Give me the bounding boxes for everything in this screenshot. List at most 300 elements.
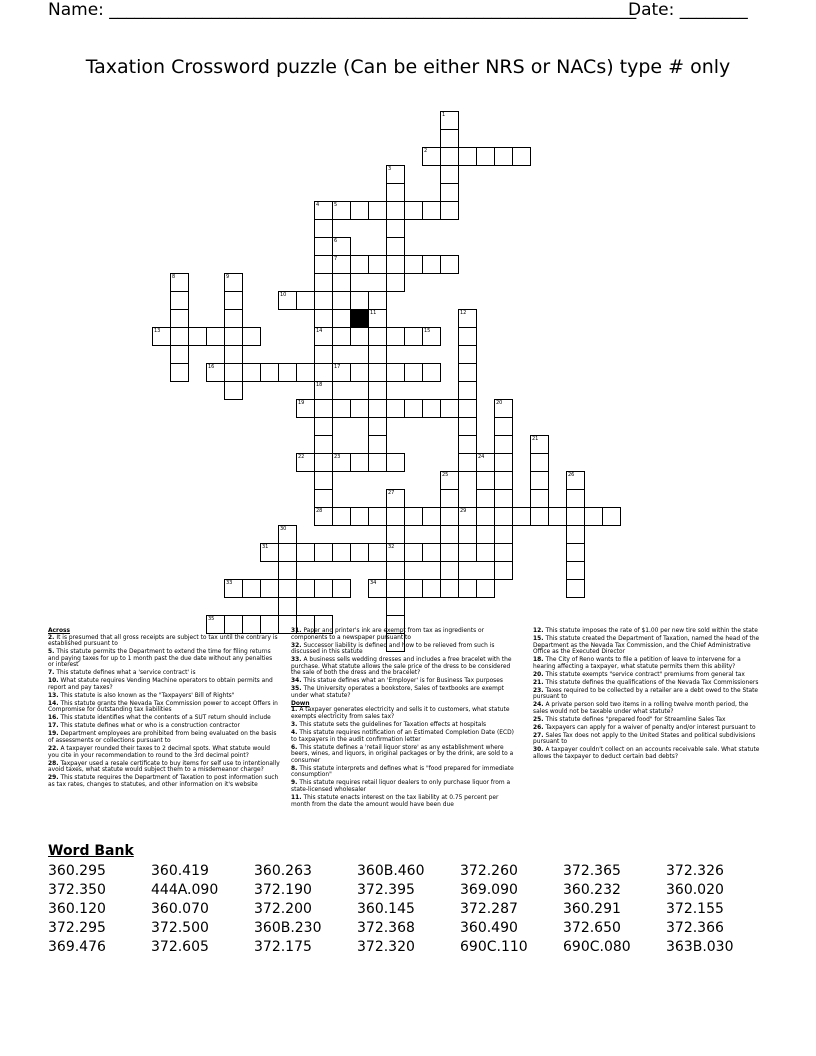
clue-num: 27. [533, 732, 546, 739]
across-clue [48, 701, 280, 714]
answer-square[interactable] [242, 579, 261, 598]
answer-square[interactable] [278, 525, 297, 544]
answer-square[interactable] [314, 237, 333, 256]
blocked-square [350, 309, 369, 328]
clue-num: 35. [291, 686, 304, 693]
answer-square[interactable] [440, 507, 459, 526]
answer-square[interactable] [224, 363, 243, 382]
answer-square[interactable] [206, 363, 225, 382]
answer-square[interactable] [566, 579, 585, 598]
down-clue [533, 636, 765, 656]
down-clue [533, 725, 765, 732]
word-bank-title: Word Bank [48, 843, 134, 859]
answer-square[interactable] [368, 399, 387, 418]
answer-square[interactable] [530, 489, 549, 508]
answer-square[interactable] [386, 219, 405, 238]
answer-square[interactable] [368, 381, 387, 400]
answer-square[interactable] [332, 327, 351, 346]
down-heading: Down [291, 700, 310, 707]
answer-square[interactable] [440, 129, 459, 148]
answer-square[interactable] [224, 579, 243, 598]
answer-square[interactable] [314, 291, 333, 310]
answer-square[interactable] [422, 399, 441, 418]
answer-square[interactable] [386, 255, 405, 274]
answer-square[interactable] [404, 201, 423, 220]
answer-square[interactable] [404, 543, 423, 562]
answer-square[interactable] [566, 489, 585, 508]
answer-square[interactable] [332, 579, 351, 598]
answer-square[interactable] [386, 543, 405, 562]
clue-number: 17 [334, 364, 341, 370]
answer-square[interactable] [494, 417, 513, 436]
answer-square[interactable] [548, 507, 567, 526]
answer-square[interactable] [476, 453, 495, 472]
answer-square[interactable] [386, 201, 405, 220]
clue-num: 1. [291, 707, 300, 714]
word-bank-item: 444A.090 [151, 882, 219, 899]
across-clue [291, 657, 517, 677]
answer-square[interactable] [422, 507, 441, 526]
answer-square[interactable] [386, 183, 405, 202]
answer-square[interactable] [494, 507, 513, 526]
word-bank-item: 372.320 [357, 939, 415, 956]
clue-num: 19. [48, 731, 61, 738]
clue-text: It is presumed that all gross receipts are subject to tax until the contrary is established pursuant to [48, 634, 278, 648]
answer-square[interactable] [512, 507, 531, 526]
answer-square[interactable] [440, 561, 459, 580]
answer-square[interactable] [170, 345, 189, 364]
clue-text: This statute defines "prepared food" for Streamline Sales Tax [545, 716, 726, 723]
date-field[interactable]: Date: ________ [628, 0, 748, 20]
clue-num: 26. [533, 724, 546, 731]
answer-square[interactable] [602, 507, 621, 526]
answer-square[interactable] [512, 147, 531, 166]
answer-square[interactable] [440, 165, 459, 184]
answer-square[interactable] [494, 453, 513, 472]
clue-num: 14. [48, 700, 61, 707]
answer-square[interactable] [566, 561, 585, 580]
answer-square[interactable] [494, 543, 513, 562]
answer-square[interactable] [566, 471, 585, 490]
answer-square[interactable] [170, 273, 189, 292]
answer-square[interactable] [404, 399, 423, 418]
answer-square[interactable] [440, 147, 459, 166]
clue-text: This statute defines what or who is a construction contractor [60, 723, 240, 730]
answer-square[interactable] [368, 255, 387, 274]
answer-square[interactable] [368, 309, 387, 328]
word-bank-item: 360.070 [151, 901, 209, 918]
answer-square[interactable] [494, 399, 513, 418]
clue-text: This statute defines a 'retail liquor store' as any establishment where beers, wines, and liquors, in original packages or by the drink, are sold to a consumer [291, 744, 514, 764]
answer-square[interactable] [404, 507, 423, 526]
answer-square[interactable] [494, 147, 513, 166]
clue-text: Taxpayer used a resale certificate to buy items for self use to intentionally avoid taxes, what statute would subject them to a misdemeanor charge? [48, 760, 280, 774]
answer-square[interactable] [386, 273, 405, 292]
clues-column-2 [291, 628, 517, 810]
clue-number: 24 [478, 454, 485, 460]
clue-text: This statute exempts "service contract" premiums from general tax [545, 671, 745, 678]
clue-number: 1 [442, 112, 446, 118]
answer-square[interactable] [224, 309, 243, 328]
answer-square[interactable] [368, 291, 387, 310]
answer-square[interactable] [350, 453, 369, 472]
answer-square[interactable] [386, 579, 405, 598]
word-bank-item: 360.020 [666, 882, 724, 899]
answer-square[interactable] [314, 219, 333, 238]
answer-square[interactable] [224, 345, 243, 364]
clue-number: 33 [226, 580, 233, 586]
word-bank-item: 372.190 [254, 882, 312, 899]
answer-square[interactable] [296, 543, 315, 562]
answer-square[interactable] [476, 147, 495, 166]
answer-square[interactable] [476, 579, 495, 598]
answer-square[interactable] [314, 579, 333, 598]
answer-square[interactable] [422, 363, 441, 382]
answer-square[interactable] [368, 579, 387, 598]
clue-num: 32. [291, 642, 304, 649]
answer-square[interactable] [350, 327, 369, 346]
answer-square[interactable] [314, 399, 333, 418]
answer-square[interactable] [170, 363, 189, 382]
clue-text: This statute enacts interest on the tax liability at 0.75 percent per month from the date the amount would have been due [291, 794, 499, 808]
clue-num: 30. [533, 747, 546, 754]
answer-square[interactable] [530, 471, 549, 490]
answer-square[interactable] [386, 327, 405, 346]
across-clue [48, 715, 280, 722]
answer-square[interactable] [278, 291, 297, 310]
answer-square[interactable] [494, 561, 513, 580]
answer-square[interactable] [260, 363, 279, 382]
clue-text: This statute defines what a 'service contract' is [56, 670, 196, 677]
word-bank-item: 360.145 [357, 901, 415, 918]
clue-number: 5 [334, 202, 338, 208]
down-clue [533, 717, 765, 724]
clue-num: 9. [291, 780, 300, 787]
answer-square[interactable] [404, 327, 423, 346]
answer-square[interactable] [530, 435, 549, 454]
clue-text: This statute is also known as the "Taxpayers' Bill of Rights" [60, 692, 235, 699]
answer-square[interactable] [476, 525, 495, 544]
down-clue [533, 702, 765, 715]
word-bank-item: 360.263 [254, 863, 312, 879]
answer-square[interactable] [566, 525, 585, 544]
answer-square[interactable] [350, 363, 369, 382]
answer-square[interactable] [224, 273, 243, 292]
word-bank-item: 372.287 [460, 901, 518, 918]
answer-square[interactable] [404, 363, 423, 382]
answer-square[interactable] [260, 579, 279, 598]
answer-square[interactable] [422, 255, 441, 274]
answer-square[interactable] [296, 363, 315, 382]
answer-square[interactable] [296, 579, 315, 598]
answer-square[interactable] [314, 543, 333, 562]
answer-square[interactable] [314, 489, 333, 508]
clue-number: 4 [316, 202, 320, 208]
answer-square[interactable] [368, 417, 387, 436]
answer-square[interactable] [314, 255, 333, 274]
answer-square[interactable] [440, 471, 459, 490]
word-bank-item: 372.650 [563, 920, 621, 937]
answer-square[interactable] [422, 579, 441, 598]
answer-square[interactable] [368, 543, 387, 562]
answer-square[interactable] [332, 399, 351, 418]
answer-square[interactable] [368, 345, 387, 364]
word-bank-item: 690C.110 [460, 939, 528, 956]
clue-text: A private person sold two items in a rolling twelve month period, the sales would not be taxable under what statute? [533, 702, 749, 715]
answer-square[interactable] [566, 543, 585, 562]
answer-square[interactable] [296, 291, 315, 310]
clue-num: 3. [291, 722, 300, 729]
clue-num: 17. [48, 723, 61, 730]
answer-square[interactable] [350, 507, 369, 526]
clue-num: 4. [291, 730, 300, 737]
answer-square[interactable] [566, 507, 585, 526]
answer-square[interactable] [350, 543, 369, 562]
clue-number: 8 [172, 274, 176, 280]
answer-square[interactable] [386, 399, 405, 418]
answer-square[interactable] [422, 147, 441, 166]
answer-square[interactable] [278, 363, 297, 382]
answer-square[interactable] [314, 363, 333, 382]
clue-text: A taxpayer rounded their taxes to 2 decimal spots. What statute would you cite in your recommendation to round to the 3rd decimal point? [48, 746, 271, 759]
answer-square[interactable] [458, 381, 477, 400]
answer-square[interactable] [314, 309, 333, 328]
clue-number: 31 [262, 544, 269, 550]
across-clue [48, 731, 280, 744]
clue-number: 3 [388, 166, 392, 172]
answer-square[interactable] [242, 327, 261, 346]
answer-square[interactable] [314, 435, 333, 454]
answer-square[interactable] [170, 327, 189, 346]
answer-square[interactable] [458, 417, 477, 436]
answer-square[interactable] [530, 507, 549, 526]
answer-square[interactable] [314, 381, 333, 400]
answer-square[interactable] [422, 327, 441, 346]
down-clue [291, 766, 517, 779]
across-clue [291, 628, 517, 641]
clue-number: 15 [424, 328, 431, 334]
clues-column-3 [533, 628, 765, 762]
answer-square[interactable] [332, 363, 351, 382]
answer-square[interactable] [386, 165, 405, 184]
down-clue [533, 747, 765, 760]
answer-square[interactable] [386, 363, 405, 382]
answer-square[interactable] [278, 543, 297, 562]
answer-square[interactable] [476, 489, 495, 508]
clue-text: A taxpayer couldn't collect on an accounts receivable sale. What statute allows the taxpayer to deduct certain bad debts? [533, 747, 760, 760]
answer-square[interactable] [188, 327, 207, 346]
word-bank-item: 372.295 [48, 920, 106, 937]
answer-square[interactable] [314, 345, 333, 364]
page-title: Taxation Crossword puzzle (Can be either NRS or NACs) type # only [85, 56, 731, 78]
answer-square[interactable] [440, 525, 459, 544]
answer-square[interactable] [332, 201, 351, 220]
answer-square[interactable] [224, 291, 243, 310]
word-bank-item: 372.368 [357, 920, 415, 937]
word-bank-item: 372.365 [563, 863, 621, 879]
clue-text: Department employees are prohibited from being evaluated on the basis of assessments or collections pursuant to [48, 731, 277, 745]
clue-number: 28 [316, 508, 323, 514]
answer-square[interactable] [458, 453, 477, 472]
answer-square[interactable] [386, 597, 405, 616]
answer-square[interactable] [368, 435, 387, 454]
answer-square[interactable] [404, 579, 423, 598]
clue-number: 6 [334, 238, 338, 244]
clue-number: 35 [208, 616, 215, 622]
answer-square[interactable] [404, 255, 423, 274]
clue-text: This statute defines the qualifications of the Nevada Tax Commissioners [545, 679, 759, 686]
answer-square[interactable] [206, 327, 225, 346]
answer-square[interactable] [314, 273, 333, 292]
word-bank-item: 690C.080 [563, 939, 631, 956]
answer-square[interactable] [386, 453, 405, 472]
clue-num: 16. [48, 715, 61, 722]
across-clue [48, 635, 280, 648]
answer-square[interactable] [440, 111, 459, 130]
answer-square[interactable] [224, 381, 243, 400]
clue-num: 6. [291, 744, 300, 751]
clue-number: 19 [298, 400, 305, 406]
answer-square[interactable] [350, 291, 369, 310]
clue-text: This statute imposes the rate of $1.00 per new tire sold within the state [545, 628, 758, 634]
answer-square[interactable] [368, 507, 387, 526]
answer-square[interactable] [224, 327, 243, 346]
name-field[interactable]: Name: ______________________________________________________________ [48, 0, 637, 20]
answer-square[interactable] [440, 255, 459, 274]
answer-square[interactable] [386, 507, 405, 526]
answer-square[interactable] [332, 291, 351, 310]
answer-square[interactable] [440, 399, 459, 418]
answer-square[interactable] [458, 363, 477, 382]
answer-square[interactable] [458, 147, 477, 166]
answer-square[interactable] [386, 525, 405, 544]
word-bank-item: 369.090 [460, 882, 518, 899]
answer-square[interactable] [260, 543, 279, 562]
answer-square[interactable] [314, 471, 333, 490]
answer-square[interactable] [332, 507, 351, 526]
answer-square[interactable] [494, 525, 513, 544]
answer-square[interactable] [494, 435, 513, 454]
answer-square[interactable] [350, 255, 369, 274]
answer-square[interactable] [278, 597, 297, 616]
clue-text: Taxpayers can apply for a waiver of penalty and/or interest pursuant to [545, 724, 756, 731]
clue-text: What statute requires Vending Machine operators to obtain permits and report and pay taxes? [48, 678, 273, 691]
down-clue [291, 707, 517, 720]
answer-square[interactable] [350, 201, 369, 220]
word-bank-item: 372.366 [666, 920, 724, 937]
answer-square[interactable] [314, 327, 333, 346]
answer-square[interactable] [152, 327, 171, 346]
answer-square[interactable] [170, 309, 189, 328]
answer-square[interactable] [440, 543, 459, 562]
answer-square[interactable] [476, 543, 495, 562]
across-clue [48, 746, 280, 759]
answer-square[interactable] [458, 435, 477, 454]
answer-square[interactable] [458, 507, 477, 526]
clue-text: The University operates a bookstore, Sales of textbooks are exempt under what statute? [291, 686, 504, 699]
across-clue [48, 649, 280, 669]
answer-square[interactable] [440, 489, 459, 508]
clue-number: 23 [334, 454, 341, 460]
answer-square[interactable] [314, 507, 333, 526]
answer-square[interactable] [314, 453, 333, 472]
answer-square[interactable] [170, 291, 189, 310]
answer-square[interactable] [332, 543, 351, 562]
clue-num: 12. [533, 628, 546, 634]
answer-square[interactable] [530, 453, 549, 472]
answer-square[interactable] [458, 327, 477, 346]
answer-square[interactable] [314, 417, 333, 436]
clue-number: 20 [496, 400, 503, 406]
answer-square[interactable] [386, 561, 405, 580]
clue-number: 10 [280, 292, 287, 298]
clue-text: This statute permits the Department to extend the time for filing returns and paying taxes for up to 1 month past the due date without any penalties or interest [48, 649, 273, 669]
answer-square[interactable] [278, 561, 297, 580]
answer-square[interactable] [386, 489, 405, 508]
answer-square[interactable] [440, 579, 459, 598]
clue-text: This statute requires the Department of Taxation to post information such as tax rates, changes to statutes, and other information on it's website [48, 775, 279, 788]
answer-square[interactable] [368, 201, 387, 220]
down-clue [291, 780, 517, 793]
clue-num: 11. [291, 794, 304, 801]
answer-square[interactable] [332, 255, 351, 274]
answer-square[interactable] [440, 201, 459, 220]
across-clue [291, 678, 517, 685]
answer-square[interactable] [422, 201, 441, 220]
answer-square[interactable] [458, 579, 477, 598]
answer-square[interactable] [350, 399, 369, 418]
answer-square[interactable] [458, 399, 477, 418]
answer-square[interactable] [494, 489, 513, 508]
answer-square[interactable] [242, 363, 261, 382]
clue-num: 23. [533, 687, 546, 694]
clue-num: 2. [48, 634, 57, 641]
clue-num: 8. [291, 765, 300, 772]
clue-number: 25 [442, 472, 449, 478]
answer-square[interactable] [476, 507, 495, 526]
down-clue [533, 688, 765, 701]
answer-square[interactable] [332, 273, 351, 292]
answer-square[interactable] [332, 237, 351, 256]
answer-square[interactable] [368, 327, 387, 346]
clues-column-1 [48, 628, 280, 790]
clue-number: 26 [568, 472, 575, 478]
answer-square[interactable] [476, 471, 495, 490]
answer-square[interactable] [458, 309, 477, 328]
clue-text: This statute requires notification of an Estimated Completion Date (ECD) to taxpayers in the audit confirmation letter [291, 730, 514, 743]
answer-square[interactable] [458, 543, 477, 562]
word-bank-item: 360.291 [563, 901, 621, 918]
answer-square[interactable] [296, 453, 315, 472]
answer-square[interactable] [368, 453, 387, 472]
answer-square[interactable] [278, 579, 297, 598]
answer-square[interactable] [584, 507, 603, 526]
answer-square[interactable] [494, 471, 513, 490]
clue-num: 7. [48, 670, 57, 677]
answer-square[interactable] [314, 201, 333, 220]
across-clue [48, 678, 280, 691]
answer-square[interactable] [386, 237, 405, 256]
answer-square[interactable] [332, 453, 351, 472]
answer-square[interactable] [332, 309, 351, 328]
answer-square[interactable] [368, 363, 387, 382]
answer-square[interactable] [422, 543, 441, 562]
answer-square[interactable] [296, 399, 315, 418]
clue-text: A taxpayer generates electricity and sells it to customers, what statute exempts electricity from sales tax? [291, 707, 510, 721]
answer-square[interactable] [440, 183, 459, 202]
clue-number: 2 [424, 148, 428, 154]
answer-square[interactable] [458, 345, 477, 364]
